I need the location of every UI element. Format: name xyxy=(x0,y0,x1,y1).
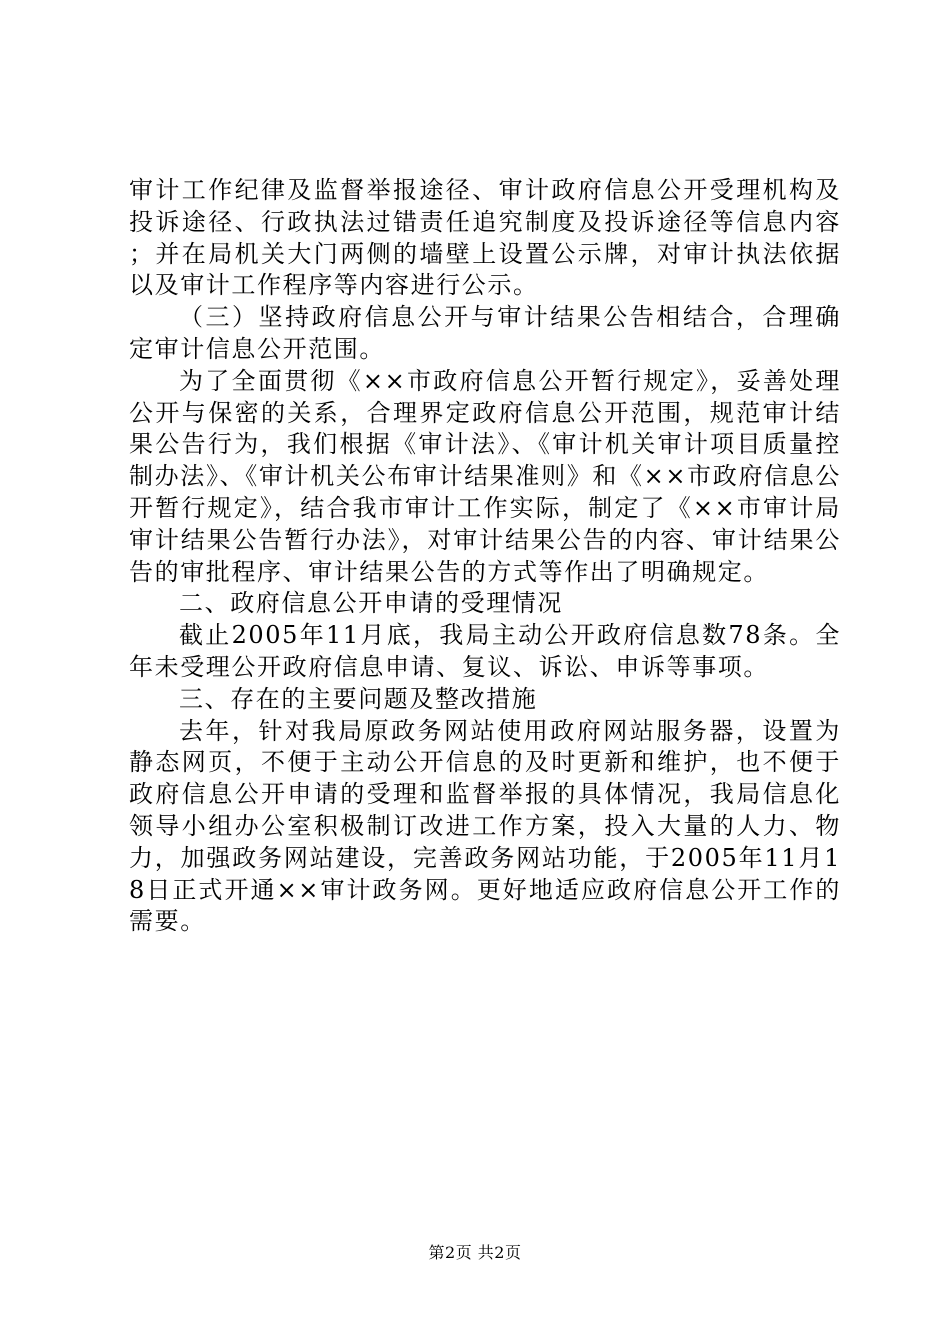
page-footer: 第2页 共2页 xyxy=(428,1243,522,1262)
paragraph: 为了全面贯彻《××市政府信息公开暂行规定》，妥善处理公开与保密的关系，合理界定政府信息公开范围，规范审计结果公告行为，我们根据《审计法》、《审计机关审计项目质量控制办法》、《审计机关公布审计结果准则》和《××市政府信息公开暂行规定》，结合我市审计工作实际，制定了《××市审计局审计结果公告暂行办法》，对审计结果公告的内容、审计结果公告的审批程序、审计结果公告的方式等作出了明确规定。 xyxy=(129,366,841,586)
paragraph: 截止2005年11月底，我局主动公开政府信息数78条。全年未受理公开政府信息申请、复议、诉讼、申诉等事项。 xyxy=(129,621,841,681)
paragraph: 去年，针对我局原政务网站使用政府网站服务器，设置为静态网页，不便于主动公开信息的及时更新和维护，也不便于政府信息公开申请的受理和监督举报的具体情况，我局信息化领导小组办公室积极制订改进工作方案，投入大量的人力、物力，加强政务网站建设，完善政务网站功能，于2005年11月18日正式开通××审计政务网。更好地适应政府信息公开工作的需要。 xyxy=(129,716,841,936)
document-body xyxy=(129,175,841,938)
section-heading: 二、政府信息公开申请的受理情况 xyxy=(179,589,563,618)
section-subheading: （三）坚持政府信息公开与审计结果公告相结合，合理确定审计信息公开范围。 xyxy=(129,303,841,363)
paragraph-continuation: 审计工作纪律及监督举报途径、审计政府信息公开受理机构及投诉途径、行政执法过错责任追究制度及投诉途径等信息内容；并在局机关大门两侧的墙壁上设置公示牌，对审计执法依据以及审计工作程序等内容进行公示。 xyxy=(129,176,841,300)
section-heading: 三、存在的主要问题及整改措施 xyxy=(179,684,538,713)
